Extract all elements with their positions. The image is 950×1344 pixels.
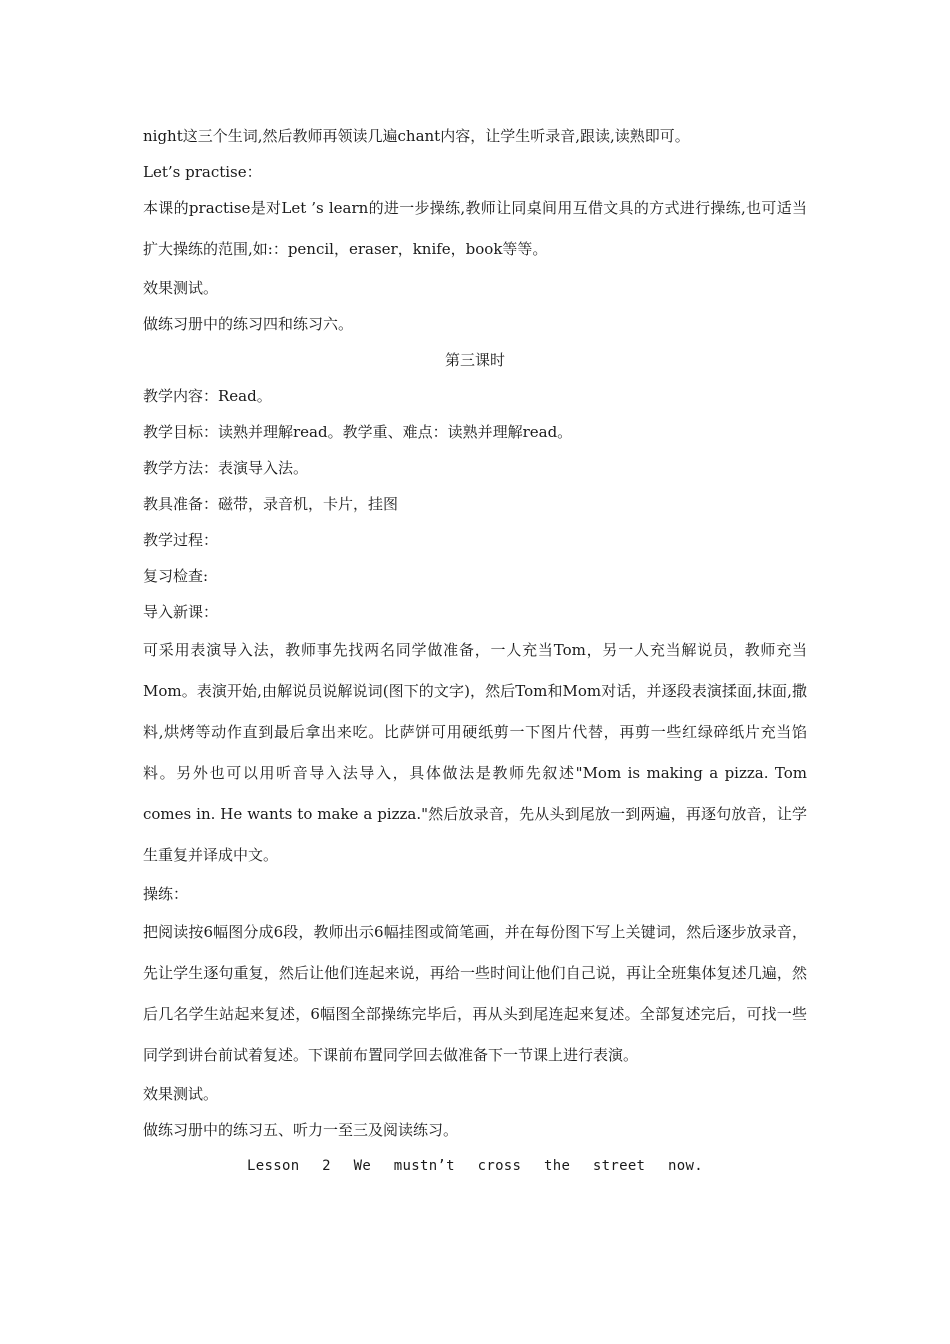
heading-drill: 操练： xyxy=(143,885,189,903)
paragraph-drill: 把阅读按6幅图分成6段，教师出示6幅挂图或简笔画，并在每份图下写上关键词，然后逐步放录音，先让学生逐句重复，然后让他们连起来说，再给一些时间让他们自己说，再让全班集体复述几遍，然后几名学生站起来复述，6幅图全部操练完毕后，再从头到尾连起来复述。全部复述完后，可找一些同学到讲台前试着复述。下课前布置同学回去做准备下一节课上进行表演。 xyxy=(143,923,807,1064)
teaching-content: 教学内容：Read。 xyxy=(143,387,272,405)
heading-effect-test-2: 效果测试。 xyxy=(143,1085,219,1103)
heading-lets-practise: Let’s practise： xyxy=(143,163,262,181)
paragraph-chant: night这三个生词,然后教师再领读几遍chant内容，让学生听录音,跟读,读熟即可。 xyxy=(143,127,690,145)
review-check: 复习检查: xyxy=(143,567,209,585)
new-lesson-intro: 导入新课： xyxy=(143,603,219,621)
teaching-process: 教学过程： xyxy=(143,531,219,549)
lesson-title: Lesson 2 We mustn’t cross the street now. xyxy=(247,1158,703,1174)
teaching-goal: 教学目标：读熟并理解read。教学重、难点：读熟并理解read。 xyxy=(143,423,573,441)
paragraph-practise: 本课的practise是对Let ’s learn的进一步操练,教师让同桌间用互借文具的方式进行操练,也可适当扩大操练的范围,如:：pencil，eraser，knife，book等等。 xyxy=(143,199,807,258)
document-body xyxy=(143,118,807,1184)
heading-effect-test: 效果测试。 xyxy=(143,279,219,297)
teaching-aids: 教具准备：磁带，录音机，卡片，挂图 xyxy=(143,495,399,513)
section-title: 第三课时 xyxy=(444,351,505,369)
teaching-method: 教学方法：表演导入法。 xyxy=(143,459,309,477)
paragraph-performance: 可采用表演导入法，教师事先找两名同学做准备，一人充当Tom，另一人充当解说员，教师充当Mom。表演开始,由解说员说解说词(图下的文字)，然后Tom和Mom对话，并逐段表演揉面,抹面,撒料,烘烤等动作直到最后拿出来吃。比萨饼可用硬纸剪一下图片代替，再剪一些红绿碎纸片充当馅料。另外也可以用听音导入法导入，具体做法是教师先叙述"Mom is making a pizza. Tom comes in. He wants to make a pizza."然后放录音，先从头到尾放一到两遍，再逐句放音，让学生重复并译成中文。 xyxy=(143,641,807,864)
paragraph-homework-2: 做练习册中的练习五、听力一至三及阅读练习。 xyxy=(143,1121,459,1139)
paragraph-homework: 做练习册中的练习四和练习六。 xyxy=(143,315,354,333)
